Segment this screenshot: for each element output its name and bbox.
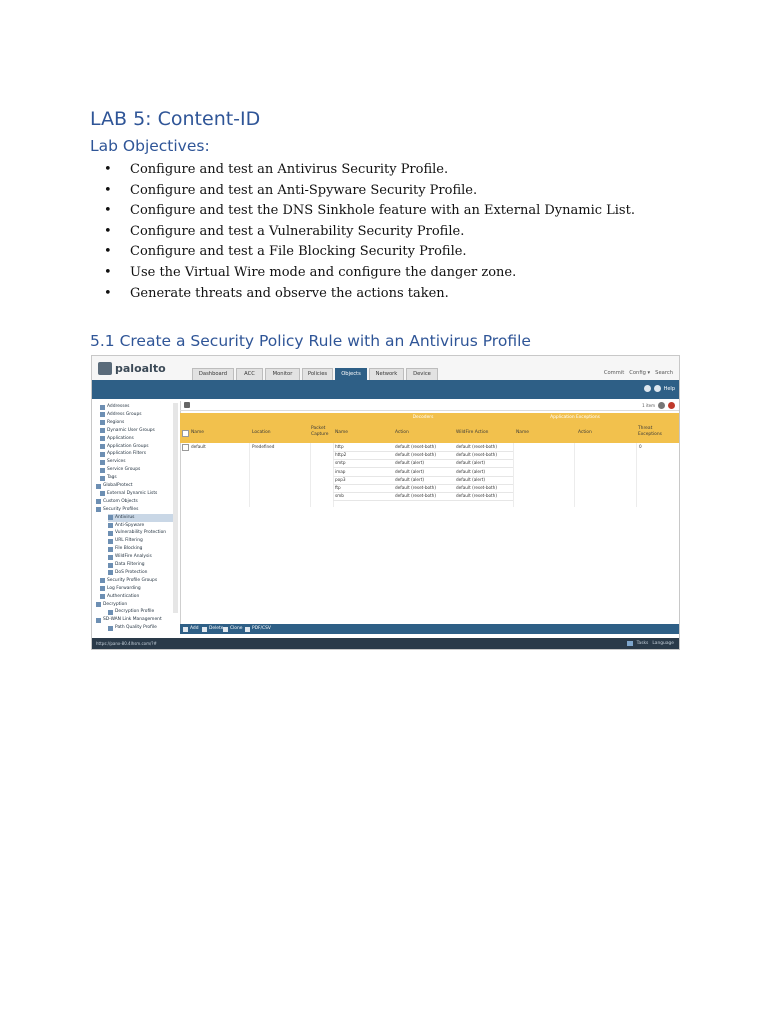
grid-filter-bar (180, 402, 679, 411)
decoder-wildfire-cell: default (reset-both) (456, 452, 497, 458)
row-checkbox[interactable] (182, 444, 189, 451)
clear-filter-icon[interactable] (668, 402, 675, 409)
col-location[interactable]: Location (252, 430, 271, 435)
tree-item-icon (100, 412, 105, 417)
objective-item (104, 284, 635, 305)
tree-item-label: Security Profiles (103, 506, 139, 512)
tree-item-label: Anti-Spyware (115, 522, 145, 528)
decoder-name-cell: http (335, 444, 344, 449)
tree-item[interactable] (100, 577, 174, 585)
tree-item[interactable] (108, 514, 174, 522)
objective-text: Configure and test an Anti-Spyware Security Profile. (130, 182, 478, 198)
toolbar-strip (92, 380, 679, 399)
add-icon (183, 627, 188, 632)
tree-item-label: File Blocking (115, 546, 143, 552)
decoders-group-header: Decoders (412, 415, 434, 420)
monitor-icon (627, 641, 633, 646)
tree-item-label: Security Profile Groups (107, 577, 158, 583)
tree-item-label: Log Forwarding (107, 585, 141, 591)
decoder-action-cell: default (alert) (395, 468, 425, 474)
decoder-wildfire-cell: default (reset-both) (456, 485, 497, 490)
objectives-list (104, 160, 635, 304)
col-threat-exceptions[interactable]: Threat Exceptions (638, 426, 662, 437)
tree-item-label: GlobalProtect (103, 483, 133, 488)
tree-item-icon (108, 610, 113, 615)
delete-icon (202, 627, 207, 632)
tree-item-label: Path Quality Profile (115, 625, 157, 631)
bullet: • (104, 203, 112, 219)
tree-item-label: Authentication (107, 593, 140, 599)
col-app-name[interactable]: Name (516, 430, 529, 435)
lab-title: LAB 5: Content-ID (90, 108, 261, 130)
help-icon[interactable] (654, 385, 661, 392)
tree-item-icon (100, 491, 105, 496)
decoder-action-cell: default (alert) (395, 476, 425, 482)
decoder-wildfire-cell: default (reset-both) (456, 493, 497, 499)
tree-item-label: Address Groups (107, 411, 142, 417)
bullet: • (104, 162, 112, 177)
top-right-actions (604, 368, 673, 379)
tree-item[interactable] (100, 490, 174, 498)
tree-item-label: Dynamic User Groups (107, 427, 155, 433)
tree-item[interactable] (108, 553, 174, 561)
col-name[interactable]: Name (191, 430, 204, 435)
tree-scrollbar[interactable] (173, 403, 178, 613)
clone-button[interactable] (223, 625, 242, 633)
decoder-name-cell: ftp (335, 485, 341, 490)
decoder-action-cell: default (alert) (395, 460, 425, 466)
tree-item[interactable] (96, 482, 174, 490)
tree-item[interactable] (100, 585, 174, 593)
bullet: • (104, 223, 112, 239)
tree-item-icon (100, 460, 105, 465)
pdf-csv-button[interactable] (245, 625, 271, 633)
tree-item[interactable] (96, 498, 174, 506)
tree-item-icon (100, 452, 105, 457)
tree-item-label: External Dynamic Lists (107, 490, 158, 496)
tab-monitor[interactable]: Monitor (265, 368, 300, 381)
col-decoder-name[interactable]: Name (335, 430, 348, 435)
objective-text: Configure and test a File Blocking Security Profile. (130, 244, 467, 260)
tree-item-label: Decryption Profile (115, 609, 155, 615)
tree-item-label: Regions (107, 419, 125, 425)
objective-text: Configure and test a Vulnerability Security Profile. (130, 223, 465, 239)
tree-item-label: Data Filtering (115, 562, 145, 567)
tree-item[interactable] (100, 593, 174, 601)
tree-item-icon (108, 563, 113, 568)
decoder-action-cell: default (reset-both) (395, 493, 436, 499)
tree-item[interactable] (100, 443, 174, 451)
col-decoder-action[interactable]: Action (395, 430, 409, 435)
clone-icon (223, 627, 228, 632)
decoder-name-cell: imap (335, 468, 346, 474)
tasks-link[interactable]: Tasks (636, 641, 649, 646)
tree-item[interactable] (100, 458, 174, 466)
decoder-action-cell: default (reset-both) (395, 485, 436, 490)
tree-item-label: WildFire Analysis (115, 554, 152, 560)
tab-device[interactable]: Device (406, 368, 438, 381)
top-bar (92, 356, 679, 380)
tree-item[interactable] (100, 403, 174, 411)
tree-item-icon (108, 626, 113, 631)
language-link[interactable]: Language (652, 641, 674, 646)
tree-item-label: Custom Objects (103, 498, 138, 504)
tree-item-icon (100, 420, 105, 425)
objective-item (104, 201, 635, 222)
tree-item-label: Application Filters (107, 451, 147, 457)
tree-item-label: Tags (107, 475, 117, 481)
tree-item-label: Application Groups (107, 443, 149, 449)
tree-item[interactable] (100, 435, 174, 443)
tree-item-icon (96, 507, 101, 512)
col-packet-capture[interactable]: Packet Capture (311, 426, 329, 437)
objective-text: Configure and test an Antivirus Security Profile. (130, 162, 449, 177)
tab-objects[interactable]: Objects (335, 368, 367, 381)
tab-network[interactable]: Network (369, 368, 404, 381)
object-tree (96, 401, 181, 634)
tree-item-icon (100, 428, 105, 433)
refresh-icon[interactable] (644, 385, 651, 392)
objective-item (104, 263, 635, 284)
objective-item (104, 160, 635, 181)
objective-item (104, 242, 635, 263)
tree-item-label: Vulnerability Protection (115, 530, 167, 536)
tree-item[interactable] (100, 419, 174, 427)
objective-text: Configure and test the DNS Sinkhole feature with an External Dynamic List. (130, 203, 635, 219)
config-menu[interactable]: Config ▾ (629, 370, 651, 376)
exceptions-group-header: Application Exceptions (550, 415, 600, 420)
tree-item[interactable] (100, 450, 174, 458)
pdf-csv-icon (245, 627, 250, 632)
tree-item[interactable] (100, 427, 174, 435)
tree-item-icon (108, 515, 113, 520)
tree-item-icon (108, 531, 113, 536)
tree-item-icon (108, 547, 113, 552)
col-wildfire-action[interactable]: WildFire Action (456, 430, 489, 435)
tree-item-icon (100, 594, 105, 599)
objectives-heading: Lab Objectives: (90, 137, 210, 155)
help-label[interactable]: Help (663, 385, 675, 392)
tree-item-label: DoS Protection (115, 569, 148, 575)
tree-item[interactable] (108, 608, 174, 616)
bullet: • (104, 182, 112, 198)
tree-item-icon (100, 468, 105, 473)
tree-item[interactable] (96, 616, 174, 624)
bullet: • (104, 264, 112, 280)
tree-item[interactable] (108, 522, 174, 530)
filter-icon[interactable] (184, 402, 190, 408)
objective-text: Use the Virtual Wire mode and configure the danger zone. (130, 264, 517, 280)
decoder-name-cell: pop3 (335, 476, 346, 482)
tree-item-icon (96, 484, 101, 489)
status-bar (92, 638, 679, 649)
tree-item[interactable] (108, 569, 174, 577)
tree-item[interactable] (96, 506, 174, 514)
decoder-name-cell: http2 (335, 452, 347, 458)
tree-item-label: Decryption (103, 601, 128, 607)
delete-button[interactable] (202, 625, 223, 633)
tree-item[interactable] (100, 411, 174, 419)
objective-item (104, 222, 635, 243)
tree-item-label: URL Filtering (115, 538, 143, 544)
tree-item-icon (100, 436, 105, 441)
tree-item-icon (108, 570, 113, 575)
tree-item-icon (100, 476, 105, 481)
decoder-wildfire-cell: default (alert) (456, 468, 486, 474)
tree-item-icon (108, 539, 113, 544)
tree-item-label: Service Groups (107, 467, 141, 473)
search-link[interactable]: Search (655, 370, 673, 376)
action-label: Delete (209, 626, 224, 631)
select-all-checkbox[interactable] (182, 430, 189, 437)
tree-item[interactable] (100, 474, 174, 482)
add-button[interactable] (183, 625, 199, 633)
tree-item[interactable] (108, 624, 174, 632)
tree-item-icon (96, 499, 101, 504)
tree-item-label: Services (107, 459, 126, 465)
tree-item-label: Addresses (107, 404, 130, 409)
tree-item-icon (96, 618, 101, 623)
tree-item-icon (108, 523, 113, 528)
action-label: Clone (230, 626, 243, 631)
bullet: • (104, 285, 112, 301)
status-url: https://panx-80.4lhsm.com/?# (96, 641, 157, 646)
tree-item[interactable] (108, 537, 174, 545)
tree-item-label: SD-WAN Link Management (103, 617, 162, 623)
profile-name-cell[interactable]: default (191, 444, 206, 449)
tree-item-icon (100, 586, 105, 591)
firewall-screenshot (91, 355, 680, 650)
apply-filter-icon[interactable] (658, 402, 665, 409)
tree-item[interactable] (108, 561, 174, 569)
threat-exceptions-cell: 0 (639, 444, 642, 449)
tree-item-icon (108, 555, 113, 560)
objective-text: Generate threats and observe the actions taken. (130, 285, 449, 301)
tree-item-icon (100, 405, 105, 410)
col-app-action[interactable]: Action (578, 430, 592, 435)
bullet: • (104, 244, 112, 260)
action-label: PDF/CSV (252, 626, 271, 631)
decoder-wildfire-cell: default (reset-both) (456, 444, 497, 449)
tree-item[interactable] (108, 545, 174, 553)
section-heading: 5.1 Create a Security Policy Rule with an Antivirus Profile (90, 332, 531, 350)
tree-item-label: Applications (107, 435, 134, 441)
decoder-name-cell: smtp (335, 460, 346, 466)
decoder-name-cell: smb (335, 493, 344, 499)
logo-icon (98, 362, 112, 375)
tab-acc[interactable]: ACC (236, 368, 263, 381)
tree-item[interactable] (100, 466, 174, 474)
tab-dashboard[interactable]: Dashboard (192, 368, 234, 381)
tree-item-icon (100, 444, 105, 449)
action-label: Add (190, 626, 199, 631)
brand-name: paloalto (115, 361, 166, 375)
tree-item-icon (96, 602, 101, 607)
brand-logo (98, 359, 166, 377)
location-cell: Predefined (252, 444, 275, 449)
decoder-wildfire-cell: default (alert) (456, 460, 486, 466)
tree-item[interactable] (96, 601, 174, 609)
objective-item (104, 181, 635, 202)
action-bar (180, 624, 679, 634)
decoder-action-cell: default (reset-both) (395, 444, 436, 449)
decoder-wildfire-cell: default (alert) (456, 476, 486, 482)
tab-policies[interactable]: Policies (302, 368, 333, 381)
decoder-action-cell: default (reset-both) (395, 452, 436, 458)
tree-item[interactable] (108, 529, 174, 537)
tree-item-label: Antivirus (115, 514, 135, 520)
items-count: 1 item (642, 403, 655, 408)
commit-link[interactable]: Commit (603, 370, 625, 376)
tree-item-icon (100, 578, 105, 583)
